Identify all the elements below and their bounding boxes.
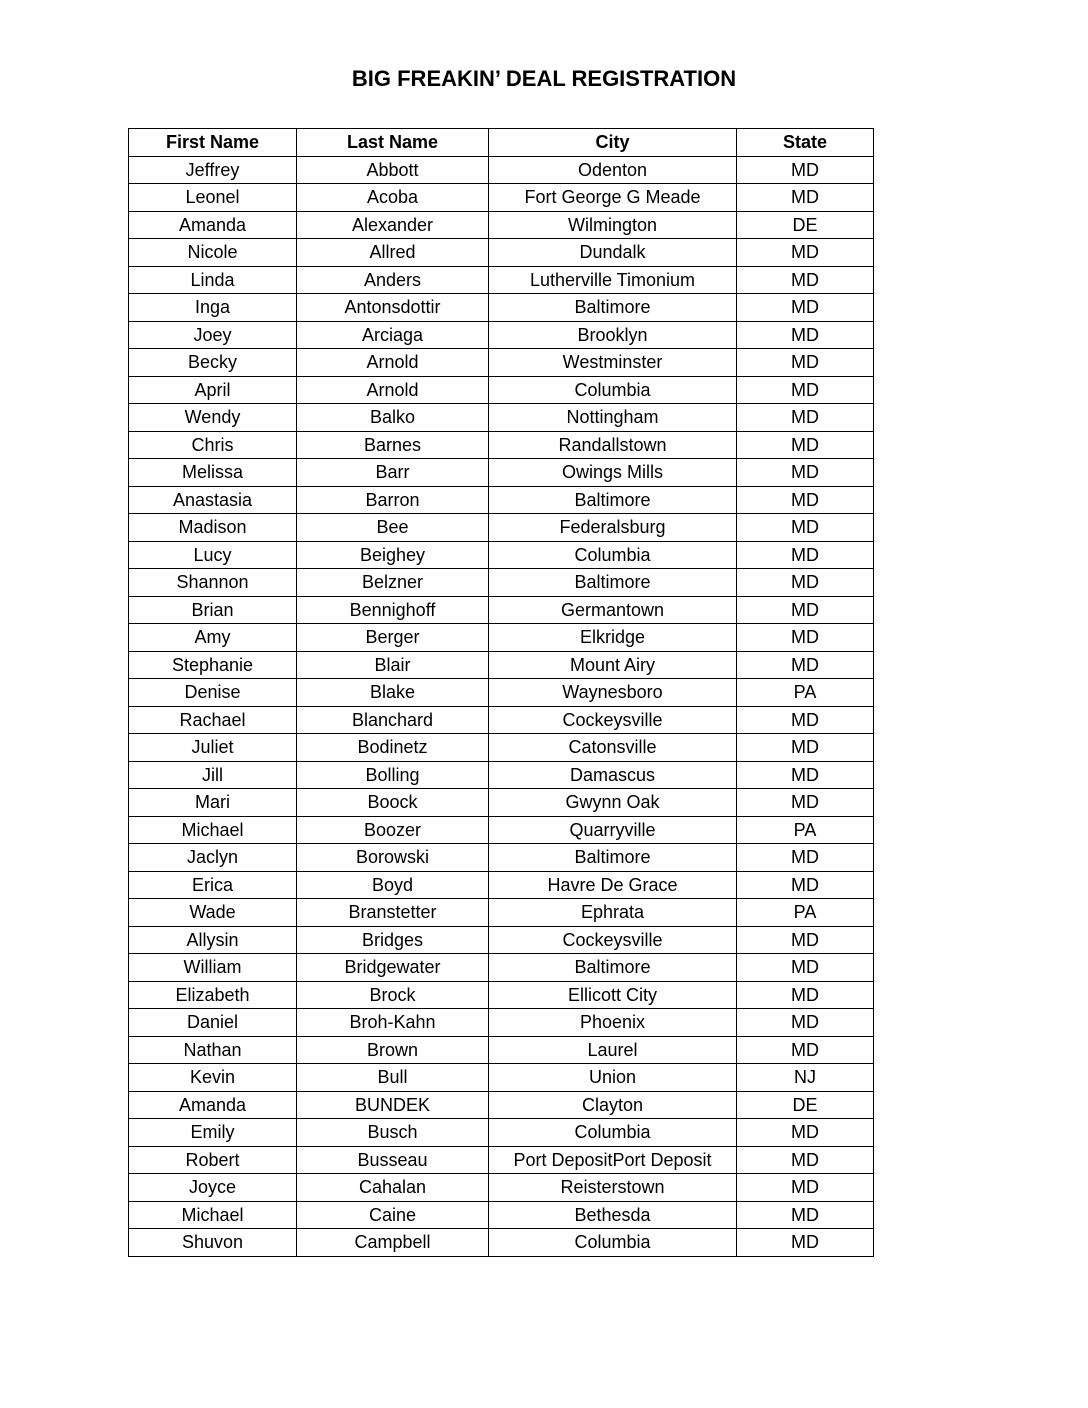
table-row bbox=[129, 1064, 874, 1092]
cell-first-name: Joyce bbox=[129, 1174, 297, 1202]
cell-first-name: Robert bbox=[129, 1146, 297, 1174]
cell-city: Elkridge bbox=[489, 624, 737, 652]
cell-city: Mount Airy bbox=[489, 651, 737, 679]
cell-state: MD bbox=[737, 184, 874, 212]
cell-last-name: Boock bbox=[297, 789, 489, 817]
cell-city: Waynesboro bbox=[489, 679, 737, 707]
cell-city: Columbia bbox=[489, 1119, 737, 1147]
cell-last-name: Barron bbox=[297, 486, 489, 514]
cell-last-name: Busch bbox=[297, 1119, 489, 1147]
column-header-first-name: First Name bbox=[129, 129, 297, 157]
cell-city: Port DepositPort Deposit bbox=[489, 1146, 737, 1174]
cell-last-name: Boozer bbox=[297, 816, 489, 844]
cell-first-name: Jaclyn bbox=[129, 844, 297, 872]
cell-state: MD bbox=[737, 349, 874, 377]
cell-first-name: Amy bbox=[129, 624, 297, 652]
cell-state: MD bbox=[737, 871, 874, 899]
cell-last-name: Arnold bbox=[297, 376, 489, 404]
cell-city: Ellicott City bbox=[489, 981, 737, 1009]
table-row bbox=[129, 211, 874, 239]
cell-first-name: Madison bbox=[129, 514, 297, 542]
cell-state: MD bbox=[737, 651, 874, 679]
table-row bbox=[129, 706, 874, 734]
cell-last-name: Blake bbox=[297, 679, 489, 707]
cell-state: MD bbox=[737, 1201, 874, 1229]
cell-first-name: April bbox=[129, 376, 297, 404]
cell-last-name: Acoba bbox=[297, 184, 489, 212]
cell-first-name: Kevin bbox=[129, 1064, 297, 1092]
table-row bbox=[129, 266, 874, 294]
cell-state: MD bbox=[737, 486, 874, 514]
cell-first-name: Jill bbox=[129, 761, 297, 789]
cell-last-name: Berger bbox=[297, 624, 489, 652]
cell-city: Ephrata bbox=[489, 899, 737, 927]
table-row bbox=[129, 734, 874, 762]
cell-state: MD bbox=[737, 1036, 874, 1064]
table-row bbox=[129, 321, 874, 349]
cell-first-name: Michael bbox=[129, 816, 297, 844]
registration-table bbox=[128, 128, 874, 1257]
table-row bbox=[129, 844, 874, 872]
table-row bbox=[129, 679, 874, 707]
table-row bbox=[129, 294, 874, 322]
cell-state: MD bbox=[737, 981, 874, 1009]
cell-first-name: Shuvon bbox=[129, 1229, 297, 1257]
cell-city: Cockeysville bbox=[489, 706, 737, 734]
cell-city: Baltimore bbox=[489, 294, 737, 322]
cell-first-name: William bbox=[129, 954, 297, 982]
cell-first-name: Anastasia bbox=[129, 486, 297, 514]
cell-state: MD bbox=[737, 541, 874, 569]
cell-city: Federalsburg bbox=[489, 514, 737, 542]
header-row bbox=[129, 129, 874, 157]
table-row bbox=[129, 981, 874, 1009]
cell-state: MD bbox=[737, 596, 874, 624]
cell-state: MD bbox=[737, 239, 874, 267]
table-row bbox=[129, 596, 874, 624]
cell-first-name: Wendy bbox=[129, 404, 297, 432]
cell-last-name: Bridges bbox=[297, 926, 489, 954]
cell-last-name: Boyd bbox=[297, 871, 489, 899]
cell-state: MD bbox=[737, 321, 874, 349]
cell-state: PA bbox=[737, 816, 874, 844]
table-row bbox=[129, 239, 874, 267]
cell-last-name: Belzner bbox=[297, 569, 489, 597]
table-row bbox=[129, 624, 874, 652]
cell-city: Baltimore bbox=[489, 954, 737, 982]
cell-last-name: Bodinetz bbox=[297, 734, 489, 762]
table-row bbox=[129, 486, 874, 514]
cell-first-name: Inga bbox=[129, 294, 297, 322]
cell-last-name: Allred bbox=[297, 239, 489, 267]
cell-state: MD bbox=[737, 431, 874, 459]
cell-last-name: Blanchard bbox=[297, 706, 489, 734]
table-row bbox=[129, 514, 874, 542]
cell-city: Clayton bbox=[489, 1091, 737, 1119]
cell-city: Odenton bbox=[489, 156, 737, 184]
cell-city: Germantown bbox=[489, 596, 737, 624]
table-row bbox=[129, 404, 874, 432]
cell-last-name: Abbott bbox=[297, 156, 489, 184]
cell-last-name: Campbell bbox=[297, 1229, 489, 1257]
cell-first-name: Michael bbox=[129, 1201, 297, 1229]
cell-first-name: Nicole bbox=[129, 239, 297, 267]
cell-last-name: Alexander bbox=[297, 211, 489, 239]
cell-state: MD bbox=[737, 706, 874, 734]
cell-first-name: Linda bbox=[129, 266, 297, 294]
table-row bbox=[129, 651, 874, 679]
cell-city: Columbia bbox=[489, 1229, 737, 1257]
cell-city: Columbia bbox=[489, 541, 737, 569]
cell-last-name: Barr bbox=[297, 459, 489, 487]
cell-last-name: Anders bbox=[297, 266, 489, 294]
cell-state: MD bbox=[737, 1009, 874, 1037]
cell-first-name: Mari bbox=[129, 789, 297, 817]
cell-last-name: Barnes bbox=[297, 431, 489, 459]
cell-last-name: Bridgewater bbox=[297, 954, 489, 982]
table-row bbox=[129, 156, 874, 184]
cell-city: Cockeysville bbox=[489, 926, 737, 954]
cell-last-name: BUNDEK bbox=[297, 1091, 489, 1119]
table-row bbox=[129, 1119, 874, 1147]
cell-city: Quarryville bbox=[489, 816, 737, 844]
table-row bbox=[129, 1174, 874, 1202]
cell-first-name: Lucy bbox=[129, 541, 297, 569]
table-header bbox=[129, 129, 874, 157]
cell-first-name: Daniel bbox=[129, 1009, 297, 1037]
cell-last-name: Bennighoff bbox=[297, 596, 489, 624]
cell-state: MD bbox=[737, 761, 874, 789]
cell-state: MD bbox=[737, 514, 874, 542]
cell-first-name: Erica bbox=[129, 871, 297, 899]
cell-first-name: Brian bbox=[129, 596, 297, 624]
cell-state: MD bbox=[737, 1146, 874, 1174]
cell-last-name: Arciaga bbox=[297, 321, 489, 349]
table-row bbox=[129, 569, 874, 597]
cell-state: MD bbox=[737, 1229, 874, 1257]
cell-last-name: Caine bbox=[297, 1201, 489, 1229]
cell-city: Owings Mills bbox=[489, 459, 737, 487]
cell-last-name: Bolling bbox=[297, 761, 489, 789]
cell-city: Lutherville Timonium bbox=[489, 266, 737, 294]
table-row bbox=[129, 871, 874, 899]
cell-city: Gwynn Oak bbox=[489, 789, 737, 817]
cell-city: Dundalk bbox=[489, 239, 737, 267]
cell-last-name: Brock bbox=[297, 981, 489, 1009]
cell-first-name: Becky bbox=[129, 349, 297, 377]
column-header-last-name: Last Name bbox=[297, 129, 489, 157]
cell-first-name: Amanda bbox=[129, 211, 297, 239]
cell-city: Baltimore bbox=[489, 569, 737, 597]
cell-last-name: Blair bbox=[297, 651, 489, 679]
cell-first-name: Jeffrey bbox=[129, 156, 297, 184]
table-row bbox=[129, 1229, 874, 1257]
table-row bbox=[129, 1091, 874, 1119]
cell-state: MD bbox=[737, 954, 874, 982]
table-row bbox=[129, 184, 874, 212]
table-row bbox=[129, 954, 874, 982]
cell-state: MD bbox=[737, 569, 874, 597]
table-row bbox=[129, 349, 874, 377]
cell-city: Westminster bbox=[489, 349, 737, 377]
table-body bbox=[129, 156, 874, 1256]
cell-state: MD bbox=[737, 266, 874, 294]
cell-city: Brooklyn bbox=[489, 321, 737, 349]
cell-first-name: Denise bbox=[129, 679, 297, 707]
cell-last-name: Brown bbox=[297, 1036, 489, 1064]
cell-first-name: Shannon bbox=[129, 569, 297, 597]
table-row bbox=[129, 1009, 874, 1037]
cell-first-name: Nathan bbox=[129, 1036, 297, 1064]
cell-city: Baltimore bbox=[489, 486, 737, 514]
table-row bbox=[129, 761, 874, 789]
cell-last-name: Antonsdottir bbox=[297, 294, 489, 322]
cell-last-name: Cahalan bbox=[297, 1174, 489, 1202]
cell-first-name: Joey bbox=[129, 321, 297, 349]
cell-city: Phoenix bbox=[489, 1009, 737, 1037]
cell-first-name: Wade bbox=[129, 899, 297, 927]
cell-last-name: Busseau bbox=[297, 1146, 489, 1174]
cell-city: Bethesda bbox=[489, 1201, 737, 1229]
cell-first-name: Melissa bbox=[129, 459, 297, 487]
cell-state: MD bbox=[737, 376, 874, 404]
cell-state: PA bbox=[737, 679, 874, 707]
cell-state: DE bbox=[737, 211, 874, 239]
cell-first-name: Stephanie bbox=[129, 651, 297, 679]
cell-state: PA bbox=[737, 899, 874, 927]
cell-state: MD bbox=[737, 624, 874, 652]
cell-city: Laurel bbox=[489, 1036, 737, 1064]
page-title: BIG FREAKIN’ DEAL REGISTRATION bbox=[351, 66, 737, 91]
cell-city: Nottingham bbox=[489, 404, 737, 432]
cell-last-name: Branstetter bbox=[297, 899, 489, 927]
cell-last-name: Bee bbox=[297, 514, 489, 542]
cell-first-name: Rachael bbox=[129, 706, 297, 734]
column-header-state: State bbox=[737, 129, 874, 157]
table-row bbox=[129, 541, 874, 569]
table-row bbox=[129, 926, 874, 954]
table-row bbox=[129, 789, 874, 817]
cell-state: MD bbox=[737, 844, 874, 872]
cell-last-name: Beighey bbox=[297, 541, 489, 569]
cell-last-name: Borowski bbox=[297, 844, 489, 872]
cell-city: Havre De Grace bbox=[489, 871, 737, 899]
cell-state: MD bbox=[737, 404, 874, 432]
table-row bbox=[129, 816, 874, 844]
cell-first-name: Elizabeth bbox=[129, 981, 297, 1009]
cell-state: MD bbox=[737, 1119, 874, 1147]
cell-city: Damascus bbox=[489, 761, 737, 789]
cell-last-name: Broh-Kahn bbox=[297, 1009, 489, 1037]
column-header-city: City bbox=[489, 129, 737, 157]
cell-first-name: Chris bbox=[129, 431, 297, 459]
cell-state: MD bbox=[737, 459, 874, 487]
cell-first-name: Amanda bbox=[129, 1091, 297, 1119]
table-row bbox=[129, 1201, 874, 1229]
cell-first-name: Allysin bbox=[129, 926, 297, 954]
cell-state: MD bbox=[737, 789, 874, 817]
table-row bbox=[129, 459, 874, 487]
table-row bbox=[129, 431, 874, 459]
cell-state: NJ bbox=[737, 1064, 874, 1092]
cell-state: MD bbox=[737, 1174, 874, 1202]
cell-first-name: Emily bbox=[129, 1119, 297, 1147]
cell-state: DE bbox=[737, 1091, 874, 1119]
cell-first-name: Juliet bbox=[129, 734, 297, 762]
cell-state: MD bbox=[737, 926, 874, 954]
cell-city: Fort George G Meade bbox=[489, 184, 737, 212]
cell-city: Union bbox=[489, 1064, 737, 1092]
cell-state: MD bbox=[737, 294, 874, 322]
cell-last-name: Arnold bbox=[297, 349, 489, 377]
cell-last-name: Balko bbox=[297, 404, 489, 432]
cell-city: Catonsville bbox=[489, 734, 737, 762]
cell-last-name: Bull bbox=[297, 1064, 489, 1092]
cell-city: Reisterstown bbox=[489, 1174, 737, 1202]
cell-city: Baltimore bbox=[489, 844, 737, 872]
table-row bbox=[129, 1036, 874, 1064]
table-row bbox=[129, 1146, 874, 1174]
cell-city: Randallstown bbox=[489, 431, 737, 459]
cell-first-name: Leonel bbox=[129, 184, 297, 212]
cell-state: MD bbox=[737, 734, 874, 762]
cell-city: Columbia bbox=[489, 376, 737, 404]
cell-city: Wilmington bbox=[489, 211, 737, 239]
table-row bbox=[129, 899, 874, 927]
cell-state: MD bbox=[737, 156, 874, 184]
table-row bbox=[129, 376, 874, 404]
